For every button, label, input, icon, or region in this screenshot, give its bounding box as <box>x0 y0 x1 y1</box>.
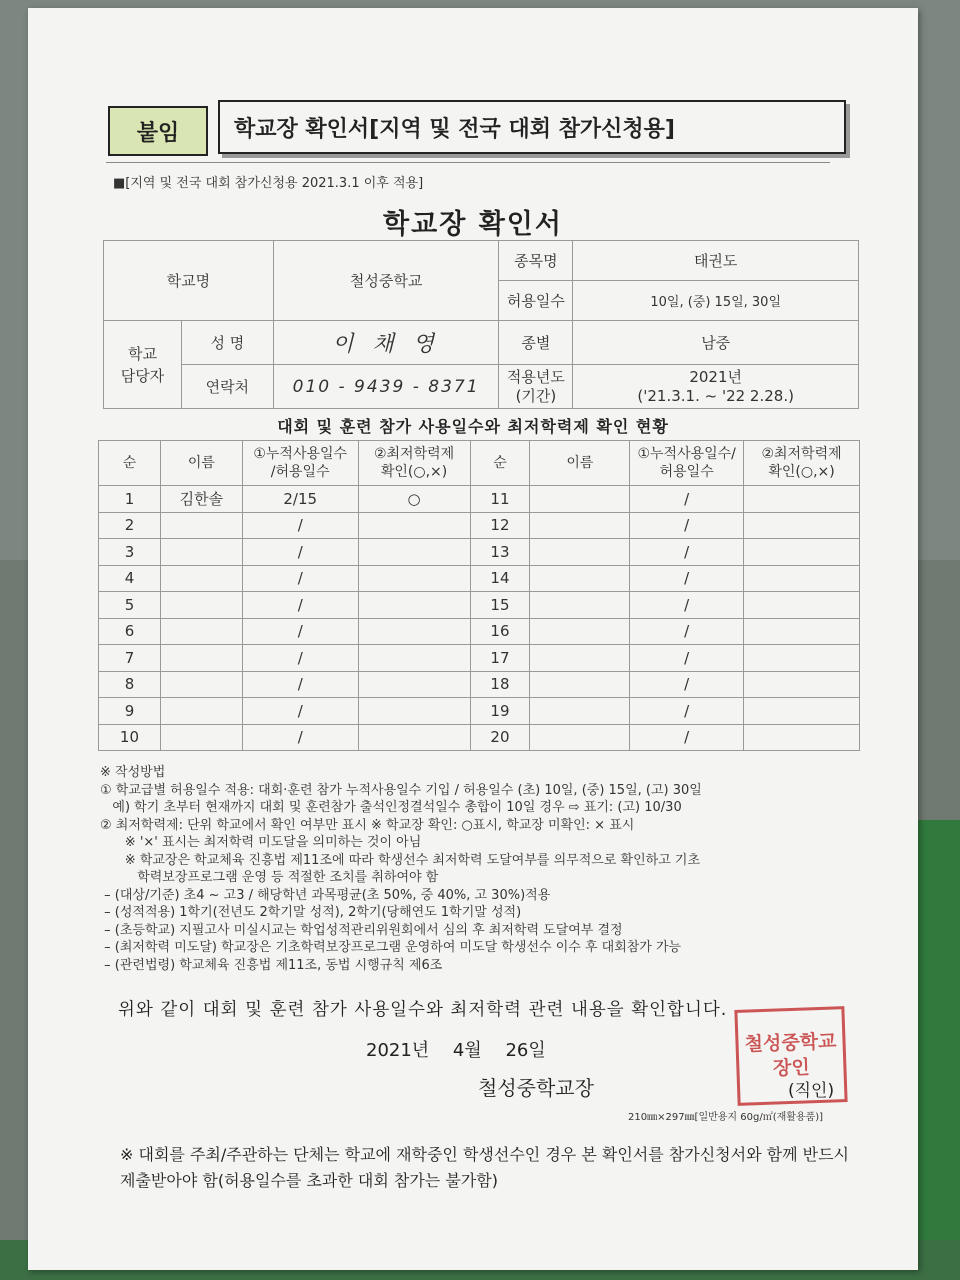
table-cell <box>530 512 630 539</box>
table-cell: 4 <box>99 565 161 592</box>
table-cell: 19 <box>470 698 530 725</box>
table-cell <box>358 671 470 698</box>
event-label: 종목명 <box>499 241 573 281</box>
table-row <box>99 671 860 698</box>
table-row <box>99 698 860 725</box>
table-cell: 18 <box>470 671 530 698</box>
instruction-line: – (최저학력 미도달) 학교장은 기초학력보장프로그램 운영하여 미도달 학생선수 이수 후 대회참가 가능 <box>100 940 682 955</box>
table-cell <box>160 698 242 725</box>
table-cell: / <box>242 618 358 645</box>
period-value: ('21.3.1. ~ '22 2.28.) <box>637 386 794 405</box>
header-rule <box>106 162 830 163</box>
table-cell: / <box>242 671 358 698</box>
table-cell: 2 <box>99 512 161 539</box>
table-cell: 10 <box>99 724 161 751</box>
table-cell: / <box>242 565 358 592</box>
year-value: 2021년 <box>689 367 743 386</box>
document-header-title: 학교장 확인서[지역 및 전국 대회 참가신청용] <box>218 100 846 154</box>
table-cell <box>358 724 470 751</box>
table-cell: / <box>630 698 744 725</box>
table-cell <box>358 539 470 566</box>
instruction-line: ② 최저학력제: 단위 학교에서 확인 여부만 표시 ※ 학교장 확인: ○표시, 학교장 미확인: × 표시 <box>100 817 635 833</box>
table-cell <box>358 565 470 592</box>
table-cell <box>744 486 860 513</box>
confirmation-text: 위와 같이 대회 및 훈련 참가 사용일수와 최저학력 관련 내용을 확인합니다. <box>118 1000 728 1020</box>
table-row <box>99 512 860 539</box>
instruction-line: ① 학교급별 허용일수 적용: 대회·훈련 참가 누적사용일수 기입 / 허용일수 (초) 10일, (중) 15일, (고) 30일 <box>100 782 702 798</box>
name-value: 이 채 영 <box>273 321 499 365</box>
gender-label: 종별 <box>499 321 573 365</box>
table-cell <box>530 724 630 751</box>
table-cell <box>530 671 630 698</box>
allowed-days-value: 10일, (중) 15일, 30일 <box>573 281 859 321</box>
table-cell: / <box>630 486 744 513</box>
table-cell <box>744 671 860 698</box>
document-page <box>28 8 918 1270</box>
table-cell: / <box>242 645 358 672</box>
table-cell <box>744 565 860 592</box>
table-cell: 8 <box>99 671 161 698</box>
table-cell <box>160 539 242 566</box>
table-row <box>99 724 860 751</box>
table-row <box>99 592 860 619</box>
table-cell: 1 <box>99 486 161 513</box>
usage-table <box>98 440 860 751</box>
table-cell <box>530 618 630 645</box>
contact-value: 010 - 9439 - 8371 <box>273 365 499 409</box>
table-cell <box>160 645 242 672</box>
column-header: ②최저학력제 확인(○,×) <box>744 441 860 486</box>
table-cell: / <box>630 645 744 672</box>
table-cell <box>160 592 242 619</box>
table-cell <box>160 724 242 751</box>
table-cell <box>744 539 860 566</box>
contact-label: 연락처 <box>181 365 273 409</box>
column-header: ①누적사용일수/ 허용일수 <box>630 441 744 486</box>
principal-name: 철성중학교장 <box>478 1076 594 1100</box>
table-row <box>99 539 860 566</box>
footer-note: ※ 대회를 주최/주관하는 단체는 학교에 재학중인 학생선수인 경우 본 확인서를 참가신청서와 함께 반드시 제출받아야 함(허용일수를 초과한 대회 참가는 불가함) <box>120 1145 849 1190</box>
table-cell: 14 <box>470 565 530 592</box>
table-cell: 9 <box>99 698 161 725</box>
table-cell: 11 <box>470 486 530 513</box>
table-cell: 3 <box>99 539 161 566</box>
page-title: 학교장 확인서 <box>383 209 563 240</box>
table-row <box>99 565 860 592</box>
school-label: 학교명 <box>104 241 274 321</box>
instruction-line: – (초등학교) 지필고사 미실시교는 학업성적관리위원회에서 심의 후 최저학력 도달여부 결정 <box>100 922 623 938</box>
instruction-line: 예) 학기 초부터 현재까지 대회 및 훈련참가 출석인정결석일수 총합이 10일 경우 ⇨ 표기: (고) 10/30 <box>100 800 682 815</box>
table-row <box>99 486 860 513</box>
table-cell <box>358 698 470 725</box>
table-cell: / <box>242 592 358 619</box>
instruction-line: – (성적적용) 1학기(전년도 2학기말 성적), 2학기(당해연도 1학기말 성적) <box>100 905 522 920</box>
official-seal: 철성중학교장인 <box>734 1006 847 1106</box>
table-cell: / <box>630 539 744 566</box>
table-cell <box>744 592 860 619</box>
table-cell: / <box>242 724 358 751</box>
table-row <box>99 645 860 672</box>
gender-value: 남중 <box>573 321 859 365</box>
instruction-line: ※ 학교장은 학교체육 진흥법 제11조에 따라 학생선수 최저학력 도달여부를 의무적으로 확인하고 기초 <box>100 852 701 868</box>
instruction-line: ※ 작성방법 <box>100 765 166 780</box>
instruction-line: 학력보장프로그램 운영 등 적절한 조치를 취하여야 함 <box>100 870 439 885</box>
event-value: 태권도 <box>573 241 859 281</box>
table-cell: / <box>630 512 744 539</box>
table-cell: ○ <box>358 486 470 513</box>
info-table <box>103 240 859 409</box>
paper-spec: 210㎜×297㎜[일반용지 60g/㎡(재활용품)] <box>628 1112 824 1123</box>
table-cell <box>744 618 860 645</box>
column-header: 순 <box>99 441 161 486</box>
table-cell: 16 <box>470 618 530 645</box>
table-cell <box>744 645 860 672</box>
table-cell <box>530 698 630 725</box>
manager-label: 학교 담당자 <box>104 321 182 409</box>
table-cell: / <box>630 724 744 751</box>
table-cell <box>160 512 242 539</box>
table-cell: / <box>242 539 358 566</box>
school-value: 철성중학교 <box>273 241 499 321</box>
table-cell: 20 <box>470 724 530 751</box>
table-cell: / <box>242 512 358 539</box>
column-header: 순 <box>470 441 530 486</box>
table-cell <box>530 486 630 513</box>
column-header: ①누적사용일수 /허용일수 <box>242 441 358 486</box>
instruction-line: – (대상/기준) 초4 ~ 고3 / 해당학년 과목평균(초 50%, 중 40%, 고 30%)적용 <box>100 887 551 903</box>
table-cell: 6 <box>99 618 161 645</box>
table-cell: / <box>630 671 744 698</box>
table-cell: 13 <box>470 539 530 566</box>
name-label: 성 명 <box>181 321 273 365</box>
table-cell <box>744 512 860 539</box>
application-note: ■[지역 및 전국 대회 참가신청용 2021.3.1 이후 적용] <box>113 176 424 191</box>
confirmation-date: 2021년 4월 26일 <box>366 1040 546 1061</box>
year-cell <box>573 365 859 409</box>
table-cell <box>744 724 860 751</box>
instructions <box>100 764 890 974</box>
table-cell: 7 <box>99 645 161 672</box>
table-cell: 12 <box>470 512 530 539</box>
attachment-badge: 붙임 <box>108 106 208 156</box>
table-cell: 17 <box>470 645 530 672</box>
table-cell: 2/15 <box>242 486 358 513</box>
table-cell <box>358 618 470 645</box>
table-cell: 김한솔 <box>160 486 242 513</box>
allowed-days-label: 허용일수 <box>499 281 573 321</box>
year-label: 적용년도 (기간) <box>499 365 573 409</box>
seal-mark: (직인) <box>788 1081 835 1101</box>
table-cell: / <box>630 618 744 645</box>
column-header: ②최저학력제 확인(○,×) <box>358 441 470 486</box>
table-cell <box>530 539 630 566</box>
table-cell: / <box>242 698 358 725</box>
table-cell <box>530 592 630 619</box>
table-row <box>99 618 860 645</box>
table-cell <box>358 592 470 619</box>
table-cell <box>358 512 470 539</box>
instruction-line: ※ '×' 표시는 최저학력 미도달을 의미하는 것이 아님 <box>100 835 422 850</box>
table-cell: / <box>630 565 744 592</box>
table-cell: 15 <box>470 592 530 619</box>
column-header: 이름 <box>530 441 630 486</box>
table-cell <box>530 565 630 592</box>
section-title: 대회 및 훈련 참가 사용일수와 최저학력제 확인 현황 <box>277 417 669 436</box>
table-cell: / <box>630 592 744 619</box>
table-cell: 5 <box>99 592 161 619</box>
table-cell <box>744 698 860 725</box>
table-cell <box>160 671 242 698</box>
table-cell <box>160 565 242 592</box>
instruction-line: – (관련법령) 학교체육 진흥법 제11조, 동법 시행규칙 제6조 <box>100 957 443 973</box>
table-cell <box>160 618 242 645</box>
column-header: 이름 <box>160 441 242 486</box>
table-cell <box>530 645 630 672</box>
table-cell <box>358 645 470 672</box>
